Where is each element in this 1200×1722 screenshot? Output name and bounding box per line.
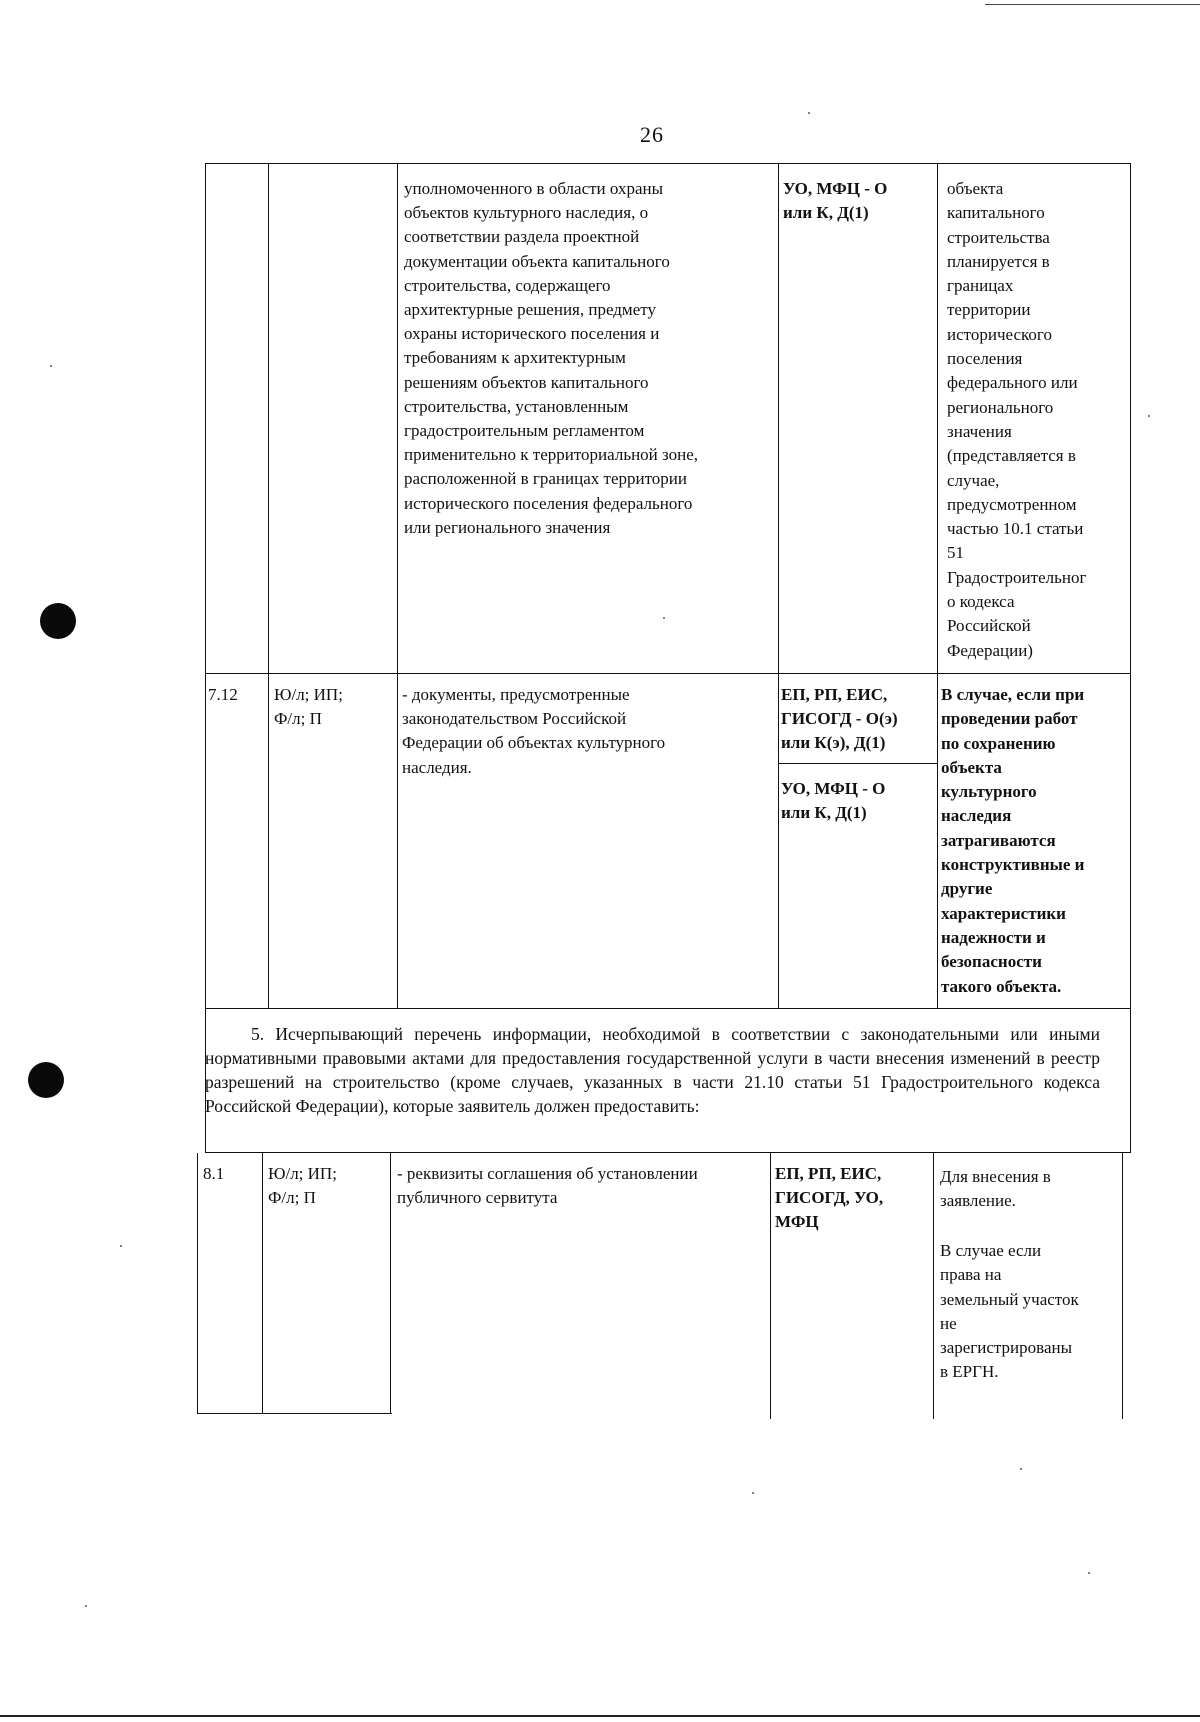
scan-speckle: [1020, 1468, 1022, 1470]
scan-speckle: [808, 112, 810, 114]
scan-speckle: [1088, 1572, 1090, 1574]
applicant-category: Ю/л; ИП; Ф/л; П: [274, 685, 343, 729]
top-edge-rule: [985, 4, 1200, 5]
col-divider: [390, 1153, 391, 1413]
submission-channel: ЕП, РП, ЕИС, ГИСОГД, УО, МФЦ: [775, 1164, 884, 1232]
table-left-edge: [197, 1153, 198, 1413]
submission-note: В случае если права на земельный участок не зарегистрированы в ЕРГН.: [940, 1241, 1079, 1382]
page-number: 26: [640, 122, 664, 147]
col-divider: [770, 1153, 771, 1419]
row-number: 8.1: [203, 1164, 225, 1183]
document-description: - документы, предусмотренные законодательством Российской Федерации об объектах культурного наследия.: [402, 685, 666, 777]
submission-note: объекта капитального строительства планируется в границах территории исторического поселения федерального или регионального значения (представляется в случае, предусмотренном частью 10.1 статьи 51 Градостроительног о кодекса Российской Федерации): [947, 179, 1087, 660]
section-heading: 5. Исчерпывающий перечень информации, необходимой в соответствии с законодательными или иными нормативными правовыми актами для предоставления государственной услуги в части внесения изменений в реестр разрешений на строительство (кроме случаев, указанных в части 21.10 статьи 51 Градостроительного кодекса Российской Федерации), которые заявитель должен предоставить:: [205, 1024, 1100, 1116]
submission-channel: УО, МФЦ - О или К, Д(1): [781, 779, 886, 823]
scan-speckle: [85, 1605, 87, 1607]
submission-channel: УО, МФЦ - О или К, Д(1): [783, 179, 888, 223]
row-number: 7.12: [208, 685, 238, 704]
submission-note: Для внесения в заявление.: [940, 1167, 1051, 1211]
scan-speckle: [120, 1245, 122, 1247]
scan-speckle: [50, 365, 52, 367]
col-divider: [778, 163, 779, 1008]
scan-speckle: [1148, 415, 1150, 417]
row-divider: [778, 763, 937, 764]
submission-channel: ЕП, РП, ЕИС, ГИСОГД - О(э) или К(э), Д(1): [781, 685, 898, 753]
row-divider: [205, 1008, 1131, 1009]
col-divider: [397, 163, 398, 1008]
scan-speckle: [663, 617, 665, 619]
row-divider: [205, 673, 1131, 674]
document-description: - реквизиты соглашения об установлении публичного сервитута: [397, 1164, 698, 1208]
punch-hole: [28, 1062, 64, 1098]
col-divider: [262, 1153, 263, 1413]
col-divider: [933, 1153, 934, 1419]
scan-speckle: [752, 1492, 754, 1494]
submission-note: В случае, если при проведении работ по сохранению объекта культурного наследия затрагиваются конструктивные и другие характеристики надежности и безопасности такого объекта.: [941, 685, 1085, 996]
table-right-edge: [1122, 1153, 1123, 1419]
col-divider: [937, 163, 938, 1008]
col-divider: [268, 163, 269, 1008]
bottom-edge-rule: [0, 1715, 1200, 1717]
document-description: уполномоченного в области охраны объектов культурного наследия, о соответствии раздела проектной документации объекта капитального строительства, содержащего архитектурные решения, предмету охраны исторического поселения и требованиям к архитектурным решениям объектов капитального строительства, установленным градостроительным регламентом применительно к территориальной зоне, расположенной в границах территории исторического поселения федерального или регионального значения: [404, 179, 699, 537]
applicant-category: Ю/л; ИП; Ф/л; П: [268, 1164, 337, 1208]
punch-hole: [40, 603, 76, 639]
table-bottom-edge: [197, 1413, 392, 1414]
